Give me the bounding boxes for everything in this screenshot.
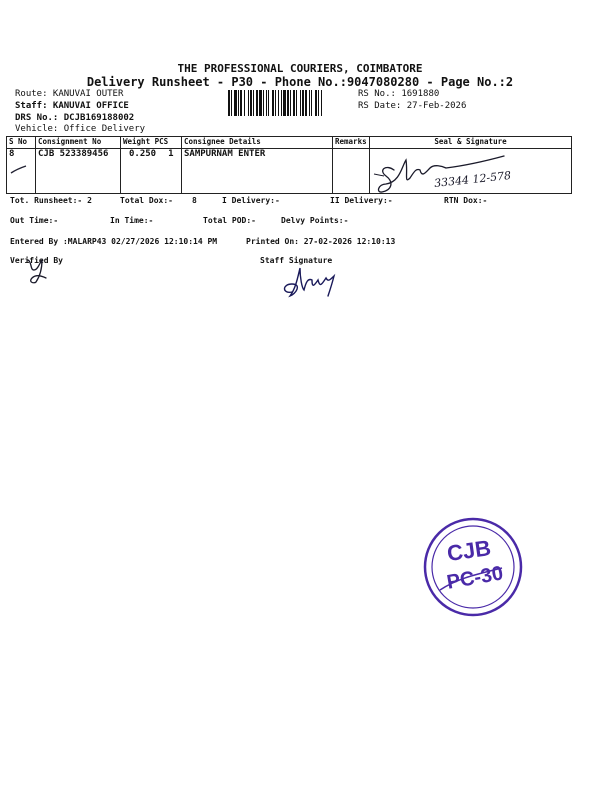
cell-weight-pcs — [121, 149, 182, 194]
col-header-consignee: Consignee Details — [182, 137, 333, 149]
rs-date: RS Date: 27-Feb-2026 — [358, 101, 467, 111]
vehicle-info: Vehicle: Office Delivery — [15, 124, 146, 134]
table-header-row — [7, 137, 572, 149]
stamp-line2: PC-30 — [445, 562, 505, 594]
col-header-seal: Seal & Signature — [370, 137, 572, 149]
runsheet-title: Delivery Runsheet - P30 - Phone No.:9047080280 - Page No.:2 — [86, 75, 514, 89]
barcode-image — [228, 90, 354, 116]
i-delivery: I Delivery:- — [222, 196, 280, 205]
company-stamp — [418, 512, 528, 622]
col-header-weight-pcs: Weight PCS — [121, 137, 182, 149]
printed-on: Printed On: 27-02-2026 12:10:13 — [246, 237, 396, 246]
rs-number: RS No.: 1691880 — [358, 89, 440, 99]
cell-sno: 8 — [7, 149, 36, 194]
cell-weight: 0.250 — [129, 149, 157, 159]
ii-delivery: II Delivery:- — [330, 196, 393, 205]
tick-mark-icon — [9, 162, 29, 176]
total-dox-label: Total Dox:- — [120, 196, 173, 205]
col-header-consignment: Consignment No — [36, 137, 121, 149]
staff-signature — [278, 262, 358, 298]
company-title: THE PROFESSIONAL COURIERS, COIMBATORE — [177, 62, 423, 75]
in-time: In Time:- — [110, 216, 154, 225]
out-time: Out Time:- — [10, 216, 59, 225]
cell-pcs: 1 — [168, 149, 174, 159]
total-dox-value: 8 — [192, 196, 197, 205]
total-pod: Total POD:- — [203, 216, 256, 225]
verifier-signature — [22, 256, 62, 286]
drs-number: DRS No.: DCJB169188002 — [15, 113, 135, 123]
cell-remarks — [333, 149, 370, 194]
cell-consignment: CJB 523389456 — [36, 149, 121, 194]
col-header-remarks: Remarks — [333, 137, 370, 149]
stamp-line1: CJB — [445, 535, 493, 567]
handwritten-note: 33344 12-578 — [433, 169, 512, 190]
staff-info: Staff: KANUVAI OFFICE — [15, 101, 129, 111]
route-info: Route: KANUVAI OUTER — [15, 89, 124, 99]
tot-runsheet: Tot. Runsheet:- 2 — [10, 196, 92, 205]
verified-by-label: Verified By — [10, 256, 63, 265]
entered-by: Entered By :MALARP43 02/27/2026 12:10:14 PM — [10, 237, 218, 246]
rtn-dox: RTN Dox:- — [444, 196, 488, 205]
col-header-sno: S No — [7, 137, 36, 149]
staff-signature-label: Staff Signature — [260, 256, 333, 265]
delvy-points: Delvy Points:- — [281, 216, 349, 225]
cell-consignee: SAMPURNAM ENTER — [182, 149, 333, 194]
